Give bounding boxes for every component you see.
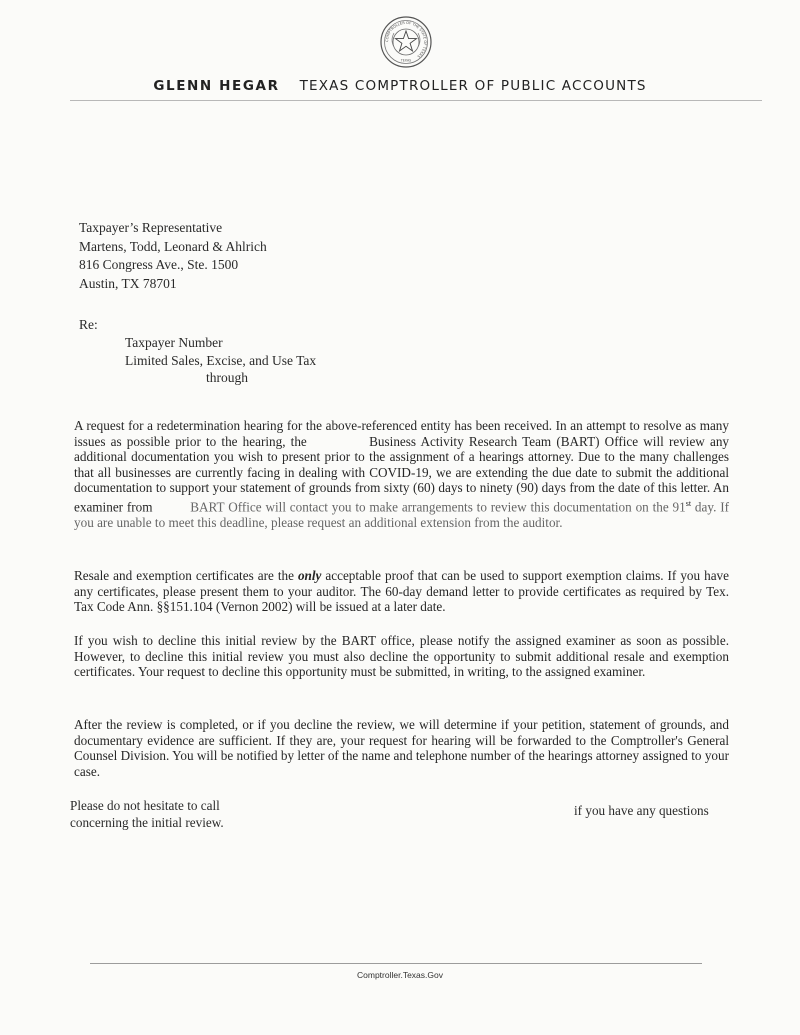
re-line: through bbox=[206, 370, 248, 385]
footer-url: Comptroller.Texas.Gov bbox=[357, 970, 443, 980]
comptroller-seal-icon bbox=[380, 16, 432, 68]
footer-divider bbox=[90, 963, 702, 964]
recipient-line: 816 Congress Ave., Ste. 1500 bbox=[79, 257, 239, 272]
p1-text-c: BART Office will contact you to make arrangements to review this documentation on the 91 bbox=[190, 499, 686, 515]
office-name: TEXAS COMPTROLLER OF PUBLIC ACCOUNTS bbox=[299, 78, 647, 94]
re-line: Limited Sales, Excise, and Use Tax bbox=[125, 352, 317, 368]
p2-emphasis: only bbox=[297, 568, 322, 583]
p1-text-d: day. If you are unable to meet this deadline, please request an additional extension from the auditor. bbox=[74, 499, 730, 530]
p1-text-b: Business Activity Research Team (BART) Office will review any additional documentation you wish to present prior to the assignment of a hearings attorney. Due to the many challenges that all businesses are currently facing in dealing with COVID-19, we are extending the due date to submit the additional documentation to support your statement of grounds from sixty (60) days to ninety (90) days from the date of this letter. An examiner from bbox=[74, 433, 730, 515]
paragraph-certificates bbox=[74, 568, 729, 615]
recipient-line: Taxpayer’s Representative bbox=[79, 220, 223, 235]
re-label: Re: bbox=[79, 317, 98, 332]
closing-left bbox=[70, 798, 224, 831]
recipient-line: Martens, Todd, Leonard & Ahlrich bbox=[79, 238, 267, 254]
closing-right: if you have any questions bbox=[574, 803, 709, 818]
paragraph-decline-review: If you wish to decline this initial review by the BART office, please notify the assigned examiner as soon as possible. However, to decline this initial review you must also decline the opportunity to submit additional resale and exemption certificates. Your request to decline this opportunity must be submitted, in writing, to the assigned examiner. bbox=[74, 633, 729, 680]
p1-ordinal-suffix: st bbox=[685, 498, 692, 508]
comptroller-name: GLENN HEGAR bbox=[153, 78, 280, 94]
header-divider bbox=[70, 100, 762, 101]
paragraph-hearing-request bbox=[74, 418, 729, 531]
recipient-address bbox=[79, 219, 267, 293]
paragraph-after-review: After the review is completed, or if you decline the review, we will determine if your petition, statement of grounds, and documentary evidence are sufficient. If they are, your request for hearing will be forwarded to the Comptroller's General Counsel Division. You will be notified by letter of the name and telephone number of the hearings attorney assigned to your case. bbox=[74, 717, 729, 779]
closing-line-1: Please do not hesitate to call bbox=[70, 798, 220, 813]
letterhead bbox=[0, 78, 800, 94]
recipient-line: Austin, TX 78701 bbox=[79, 275, 177, 291]
seal-inner-text: TEXAS bbox=[400, 58, 412, 63]
re-line: Taxpayer Number bbox=[125, 335, 223, 350]
seal-ring-text: COMPTROLLER OF THE STATE OF TEXAS bbox=[384, 20, 428, 59]
p2-text-b: acceptable proof that can be used to support exemption claims. If you have any certificates, please present them to your auditor. The 60-day demand letter to provide certificates as required by Tex. Tax Code Ann. §§151.104 (Vernon 2002) will be issued at a later date. bbox=[74, 568, 730, 615]
p2-text-a: Resale and exemption certificates are the bbox=[74, 568, 298, 583]
re-subject bbox=[125, 334, 316, 387]
p1-text-a: A request for a redetermination hearing for the above-referenced entity has been received. In an attempt to resolve as many issues as possible prior to the hearing, the bbox=[74, 418, 729, 449]
closing-line-2: concerning the initial review. bbox=[70, 814, 224, 830]
